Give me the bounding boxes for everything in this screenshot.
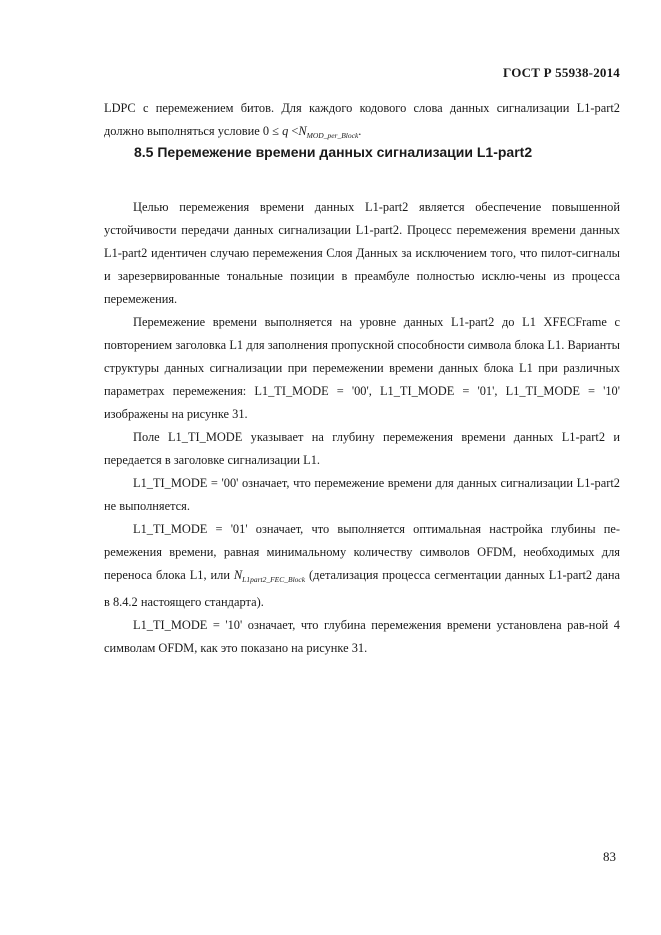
lt-sign: <: [288, 124, 299, 138]
paragraph-1: Целью перемежения времени данных L1-part2 является обеспечение повышенной устойчивости передачи данных сигнализации L1-part2. Процесс перемежения времени данных L1-part2 идентичен случаю перемежения Слоя Данных за исключением того, что пилот-сигналы и зарезервированные тональные позиции в преамбуле полностью исклю-чены из процесса перемежения.: [104, 200, 620, 306]
var-n-block-subscript: L1part2_FEC_Block: [242, 575, 306, 584]
section-title: 8.5 Перемежение времени данных сигнализации L1-part2: [134, 144, 533, 160]
lead-paragraph: [104, 97, 620, 147]
var-n-subscript: MOD_per_Block: [306, 131, 359, 140]
lead-end: .: [358, 124, 362, 138]
var-n: N: [298, 124, 307, 138]
lead-text: LDPC с перемежением битов. Для каждого кодового слова данных сигнализации L1-part2 должно выполняться условие 0 ≤: [104, 101, 620, 138]
paragraph-5-end: (детализация процесса сегментации данных L1-part2 дана в 8.4.2 настоящего стандарта).: [104, 568, 621, 609]
section-body: [104, 196, 620, 660]
standard-code: ГОСТ Р 55938-2014: [503, 65, 620, 80]
var-q: q: [282, 124, 289, 138]
paragraph-4: L1_TI_MODE = '00' означает, что перемежение времени для данных сигнализации L1-part2 не выполняется.: [104, 476, 620, 513]
page-number: 83: [603, 849, 616, 864]
var-n-block: N: [233, 568, 243, 582]
paragraph-6: L1_TI_MODE = '10' означает, что глубина перемежения времени установлена рав-ной 4 символам OFDM, как это показано на рисунке 31.: [104, 618, 620, 655]
paragraph-2: Перемежение времени выполняется на уровне данных L1-part2 до L1 XFECFrame с повторением заголовка L1 для заполнения пропускной способности символа блока L1. Варианты структуры данных сигнализации при перемежении времени данных блока L1 при различных параметрах перемежения: L1_TI_MODE = '00', L1_TI_MODE = '01', L1_TI_MODE = '10' изображены на рисунке 31.: [104, 315, 620, 421]
paragraph-5: [104, 518, 620, 614]
paragraph-3: Поле L1_TI_MODE указывает на глубину перемежения времени данных L1-part2 и передается в заголовке сигнализации L1.: [104, 430, 620, 467]
paragraph-5-start: L1_TI_MODE = '01' означает, что выполняется оптимальная настройка глубины пе-ремежения времени, равная минимальному количеству символов OFDM, необходимых для переноса блока L1, или: [104, 522, 620, 582]
